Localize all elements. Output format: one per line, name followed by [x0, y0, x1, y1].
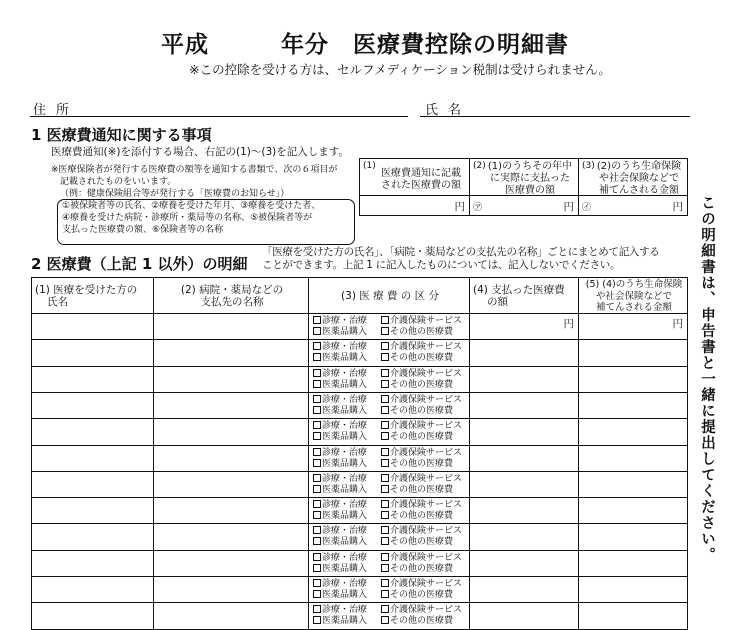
category-other[interactable] [381, 616, 453, 627]
category-label: その他の医療費 [390, 564, 454, 574]
section1-example: （例：健康保険組合等が発行する「医療費のお知らせ」） [60, 189, 290, 199]
category-nursing-care[interactable] [381, 553, 462, 564]
category-label: その他の医療費 [390, 459, 454, 469]
s2-cell-amount-paid[interactable] [469, 602, 579, 630]
category-label: 介護保険サービス [390, 395, 463, 405]
category-medical-treatment[interactable] [313, 553, 367, 564]
category-label: その他の医療費 [390, 511, 454, 521]
category-nursing-care[interactable] [381, 316, 462, 327]
category-medicine-purchase[interactable] [313, 537, 367, 548]
address-label: 住所 [33, 103, 80, 118]
category-medicine-purchase[interactable] [313, 406, 367, 417]
section1-items-1: ①被保険者等の氏名、②療養を受けた年月、③療養を受けた者、 [62, 201, 321, 211]
s2-cell-category [308, 602, 470, 630]
s2-cell-compensated[interactable] [578, 445, 688, 472]
checkbox-icon[interactable] [381, 459, 389, 467]
category-other[interactable] [381, 432, 453, 443]
category-label: 診療・治療 [322, 395, 368, 405]
category-label: その他の医療費 [390, 353, 454, 363]
checkbox-icon[interactable] [381, 526, 389, 534]
section1-instruction: 医療費通知(※)を添付する場合、右記の(1)〜(3)を記入します。 [51, 146, 349, 158]
s2-cell-payee-name[interactable] [153, 445, 309, 472]
checkbox-icon[interactable] [381, 605, 389, 613]
s2-cell-category [308, 523, 470, 551]
s2-cell-payee-name[interactable] [153, 418, 309, 446]
category-label: 介護保険サービス [390, 500, 463, 510]
checkbox-icon[interactable] [381, 537, 389, 545]
category-medicine-purchase[interactable] [313, 485, 367, 496]
category-nursing-care[interactable] [381, 500, 462, 511]
category-label: 医薬品購入 [322, 537, 368, 547]
category-label: その他の医療費 [390, 432, 454, 442]
category-label: その他の医療費 [390, 616, 454, 626]
checkbox-icon[interactable] [381, 553, 389, 561]
checkbox-icon[interactable] [313, 327, 321, 335]
category-medicine-purchase[interactable] [313, 459, 367, 470]
checkbox-icon[interactable] [381, 500, 389, 508]
checkbox-icon[interactable] [313, 395, 321, 403]
checkbox-icon[interactable] [313, 342, 321, 350]
category-label: 診療・治療 [322, 500, 368, 510]
section2-note-2: ことができます。上記 1 に記入したものについては、記入しないでください。 [262, 259, 621, 271]
checkbox-icon[interactable] [381, 327, 389, 335]
s2-cell-payee-name[interactable] [153, 313, 309, 340]
category-label: その他の医療費 [390, 327, 454, 337]
category-label: 診療・治療 [322, 369, 368, 379]
s2-cell-payee-name[interactable] [153, 366, 309, 393]
s1-header-col1: (1) 医療費通知に記載 された医療費の額 [359, 158, 470, 196]
s2-cell-patient-name[interactable] [31, 497, 154, 524]
category-label: 診療・治療 [322, 342, 368, 352]
category-label: 診療・治療 [322, 605, 368, 615]
section1-note-1: ※医療保険者が発行する医療費の額等を通知する書類で、次の６項目が [51, 165, 338, 175]
checkbox-icon[interactable] [313, 485, 321, 493]
checkbox-icon[interactable] [313, 353, 321, 361]
s2-cell-compensated[interactable] [578, 366, 688, 393]
s2-header-compensated: (5) (4)のうち生命保険 や社会保険などで 補てんされる金額 [578, 277, 688, 314]
category-medicine-purchase[interactable] [313, 511, 367, 522]
s2-cell-patient-name[interactable] [31, 550, 154, 577]
category-medical-treatment[interactable] [313, 369, 367, 380]
category-medical-treatment[interactable] [313, 500, 367, 511]
s2-cell-patient-name[interactable] [31, 418, 154, 446]
checkbox-icon[interactable] [313, 432, 321, 440]
checkbox-icon[interactable] [381, 590, 389, 598]
yen-unit: 円 [563, 318, 574, 330]
yen-unit: 円 [672, 318, 683, 330]
s2-cell-amount-paid[interactable] [469, 392, 579, 419]
s2-cell-category [308, 418, 470, 446]
category-label: その他の医療費 [390, 406, 454, 416]
category-other[interactable] [381, 327, 453, 338]
s1-header-col2: (2) (1)のうちその年中 に実際に支払った 医療費の額 [469, 158, 579, 196]
checkbox-icon[interactable] [381, 616, 389, 624]
category-label: 介護保険サービス [390, 579, 463, 589]
s2-cell-patient-name[interactable] [31, 471, 154, 498]
category-label: 医薬品購入 [322, 564, 368, 574]
section1-items-3: 支払った医療費の額、⑥保険者等の名称 [62, 225, 224, 235]
s2-cell-compensated[interactable] [578, 602, 688, 630]
category-label: 診療・治療 [322, 526, 368, 536]
document-title: 平成 年分 医療費控除の明細書 [161, 32, 569, 58]
category-medicine-purchase[interactable] [313, 590, 367, 601]
s2-cell-compensated[interactable] [578, 471, 688, 498]
category-medicine-purchase[interactable] [313, 380, 367, 391]
checkbox-icon[interactable] [313, 474, 321, 482]
s2-cell-compensated[interactable] [578, 523, 688, 551]
s1-amount-col1[interactable]: 円 [359, 195, 470, 216]
checkbox-icon[interactable] [381, 353, 389, 361]
s1-amount-col3[interactable]: ㋑ 円 [578, 195, 688, 216]
category-label: 医薬品購入 [322, 406, 368, 416]
s2-cell-amount-paid[interactable] [469, 523, 579, 551]
s2-cell-category [308, 550, 470, 577]
s2-header-payee-name: (2) 病院・薬局などの 支払先の名称 [153, 277, 309, 314]
category-nursing-care[interactable] [381, 526, 462, 537]
checkbox-icon[interactable] [381, 316, 389, 324]
category-label: 介護保険サービス [390, 342, 463, 352]
category-label: 医薬品購入 [322, 485, 368, 495]
category-nursing-care[interactable] [381, 448, 462, 459]
s2-cell-amount-paid[interactable] [469, 313, 579, 340]
category-label: 医薬品購入 [322, 432, 368, 442]
category-label: 診療・治療 [322, 474, 368, 484]
category-nursing-care[interactable] [381, 369, 462, 380]
category-medical-treatment[interactable] [313, 474, 367, 485]
s2-cell-patient-name[interactable] [31, 576, 154, 603]
s2-cell-payee-name[interactable] [153, 550, 309, 577]
category-label: 診療・治療 [322, 421, 368, 431]
s2-cell-patient-name[interactable] [31, 366, 154, 393]
category-medical-treatment[interactable] [313, 395, 367, 406]
checkbox-icon[interactable] [313, 369, 321, 377]
document-subtitle: ※この控除を受ける方は、セルフメディケーション税制は受けられません。 [189, 62, 611, 77]
s2-header-category: (3) 医 療 費 の 区 分 [308, 277, 470, 314]
s2-cell-patient-name[interactable] [31, 313, 154, 340]
checkbox-icon[interactable] [313, 579, 321, 587]
category-medical-treatment[interactable] [313, 342, 367, 353]
checkbox-icon[interactable] [381, 395, 389, 403]
checkbox-icon[interactable] [381, 448, 389, 456]
category-other[interactable] [381, 406, 453, 417]
address-field[interactable] [30, 116, 408, 117]
category-label: 診療・治療 [322, 448, 368, 458]
s2-cell-compensated[interactable] [578, 392, 688, 419]
category-label: その他の医療費 [390, 485, 454, 495]
category-nursing-care[interactable] [381, 605, 462, 616]
category-medicine-purchase[interactable] [313, 564, 367, 575]
category-medical-treatment[interactable] [313, 579, 367, 590]
s2-cell-amount-paid[interactable] [469, 471, 579, 498]
checkbox-icon[interactable] [381, 579, 389, 587]
category-label: 介護保険サービス [390, 526, 463, 536]
checkbox-icon[interactable] [313, 500, 321, 508]
s2-header-patient-name: (1) 医療を受けた方の 氏名 [31, 277, 154, 314]
category-label: 医薬品購入 [322, 511, 368, 521]
checkbox-icon[interactable] [313, 448, 321, 456]
s2-cell-payee-name[interactable] [153, 523, 309, 551]
category-label: 介護保険サービス [390, 474, 463, 484]
s2-cell-payee-name[interactable] [153, 339, 309, 367]
section1-heading: 1 医療費通知に関する事項 [31, 126, 212, 144]
category-medicine-purchase[interactable] [313, 432, 367, 443]
s2-cell-payee-name[interactable] [153, 497, 309, 524]
category-medicine-purchase[interactable] [313, 353, 367, 364]
category-label: 医薬品購入 [322, 353, 368, 363]
category-label: 介護保険サービス [390, 316, 463, 326]
category-label: 医薬品購入 [322, 459, 368, 469]
s2-cell-payee-name[interactable] [153, 602, 309, 630]
s2-cell-category [308, 339, 470, 367]
checkbox-icon[interactable] [381, 432, 389, 440]
checkbox-icon[interactable] [313, 511, 321, 519]
s2-cell-compensated[interactable] [578, 418, 688, 446]
checkbox-icon[interactable] [313, 605, 321, 613]
s1-amount-col2[interactable]: ㋐ 円 [469, 195, 579, 216]
s2-cell-amount-paid[interactable] [469, 550, 579, 577]
category-label: 介護保険サービス [390, 421, 463, 431]
s2-cell-compensated[interactable] [578, 497, 688, 524]
s2-cell-category [308, 497, 470, 524]
checkbox-icon[interactable] [381, 564, 389, 572]
s2-cell-patient-name[interactable] [31, 445, 154, 472]
s2-cell-payee-name[interactable] [153, 576, 309, 603]
category-label: その他の医療費 [390, 380, 454, 390]
s2-cell-compensated[interactable] [578, 339, 688, 367]
s1-header-col3: (3) (2)のうち生命保険 や社会保険などで 補てんされる金額 [578, 158, 688, 196]
category-label: 医薬品購入 [322, 327, 368, 337]
section2-note-1: 「医療を受けた方の氏名」、「病院・薬局などの支払先の名称」ごとにまとめて記入する [262, 246, 660, 258]
s2-cell-patient-name[interactable] [31, 339, 154, 367]
checkbox-icon[interactable] [313, 421, 321, 429]
checkbox-icon[interactable] [381, 485, 389, 493]
checkbox-icon[interactable] [313, 564, 321, 572]
category-other[interactable] [381, 564, 453, 575]
s2-cell-patient-name[interactable] [31, 602, 154, 630]
category-label: 介護保険サービス [390, 553, 463, 563]
checkbox-icon[interactable] [381, 421, 389, 429]
category-label: 医薬品購入 [322, 590, 368, 600]
category-other[interactable] [381, 459, 453, 470]
category-label: 医薬品購入 [322, 380, 368, 390]
category-medical-treatment[interactable] [313, 448, 367, 459]
s2-cell-category [308, 471, 470, 498]
category-medicine-purchase[interactable] [313, 616, 367, 627]
s2-cell-patient-name[interactable] [31, 392, 154, 419]
checkbox-icon[interactable] [381, 406, 389, 414]
s2-cell-payee-name[interactable] [153, 471, 309, 498]
category-medical-treatment[interactable] [313, 316, 367, 327]
s2-cell-amount-paid[interactable] [469, 339, 579, 367]
s2-cell-amount-paid[interactable] [469, 418, 579, 446]
checkbox-icon[interactable] [313, 590, 321, 598]
section1-items-2: ④療養を受けた病院・診療所・薬局等の名称、⑤被保険者等が [62, 213, 313, 223]
checkbox-icon[interactable] [313, 316, 321, 324]
checkbox-icon[interactable] [381, 380, 389, 388]
checkbox-icon[interactable] [381, 342, 389, 350]
category-other[interactable] [381, 511, 453, 522]
checkbox-icon[interactable] [313, 380, 321, 388]
category-other[interactable] [381, 537, 453, 548]
name-label: 氏名 [425, 103, 472, 118]
s2-header-amount-paid: (4) 支払った医療費 の額 [469, 277, 579, 314]
s2-cell-category [308, 576, 470, 603]
s2-cell-patient-name[interactable] [31, 523, 154, 551]
name-field[interactable] [420, 116, 690, 117]
checkbox-icon[interactable] [313, 459, 321, 467]
category-label: 診療・治療 [322, 553, 368, 563]
s2-cell-compensated[interactable] [578, 550, 688, 577]
category-label: その他の医療費 [390, 590, 454, 600]
category-medicine-purchase[interactable] [313, 327, 367, 338]
s2-cell-category [308, 392, 470, 419]
category-label: 介護保険サービス [390, 448, 463, 458]
category-label: その他の医療費 [390, 537, 454, 547]
s2-cell-amount-paid[interactable] [469, 576, 579, 603]
checkbox-icon[interactable] [381, 511, 389, 519]
section2-heading: 2 医療費（上記 1 以外）の明細 [31, 255, 248, 273]
checkbox-icon[interactable] [313, 406, 321, 414]
category-nursing-care[interactable] [381, 579, 462, 590]
category-medical-treatment[interactable] [313, 421, 367, 432]
category-nursing-care[interactable] [381, 474, 462, 485]
vertical-submit-note: この明細書は、申告書と一緒に提出してください。 [699, 195, 715, 563]
s2-cell-category [308, 445, 470, 472]
s2-cell-category [308, 313, 470, 340]
checkbox-icon[interactable] [313, 553, 321, 561]
category-label: 診療・治療 [322, 316, 368, 326]
s2-cell-compensated[interactable] [578, 313, 688, 340]
checkbox-icon[interactable] [381, 369, 389, 377]
category-other[interactable] [381, 590, 453, 601]
checkbox-icon[interactable] [313, 537, 321, 545]
category-nursing-care[interactable] [381, 395, 462, 406]
checkbox-icon[interactable] [313, 526, 321, 534]
category-nursing-care[interactable] [381, 342, 462, 353]
category-medical-treatment[interactable] [313, 605, 367, 616]
s2-cell-category [308, 366, 470, 393]
s2-cell-amount-paid[interactable] [469, 366, 579, 393]
s2-cell-compensated[interactable] [578, 576, 688, 603]
s2-cell-amount-paid[interactable] [469, 445, 579, 472]
category-label: 医薬品購入 [322, 616, 368, 626]
section1-note-2: 記載されたものをいいます。 [60, 177, 177, 187]
category-nursing-care[interactable] [381, 421, 462, 432]
s2-cell-payee-name[interactable] [153, 392, 309, 419]
category-other[interactable] [381, 380, 453, 391]
category-label: 診療・治療 [322, 579, 368, 589]
checkbox-icon[interactable] [381, 474, 389, 482]
category-label: 介護保険サービス [390, 369, 463, 379]
category-other[interactable] [381, 485, 453, 496]
category-medical-treatment[interactable] [313, 526, 367, 537]
checkbox-icon[interactable] [313, 616, 321, 624]
category-other[interactable] [381, 353, 453, 364]
category-label: 介護保険サービス [390, 605, 463, 615]
s2-cell-amount-paid[interactable] [469, 497, 579, 524]
